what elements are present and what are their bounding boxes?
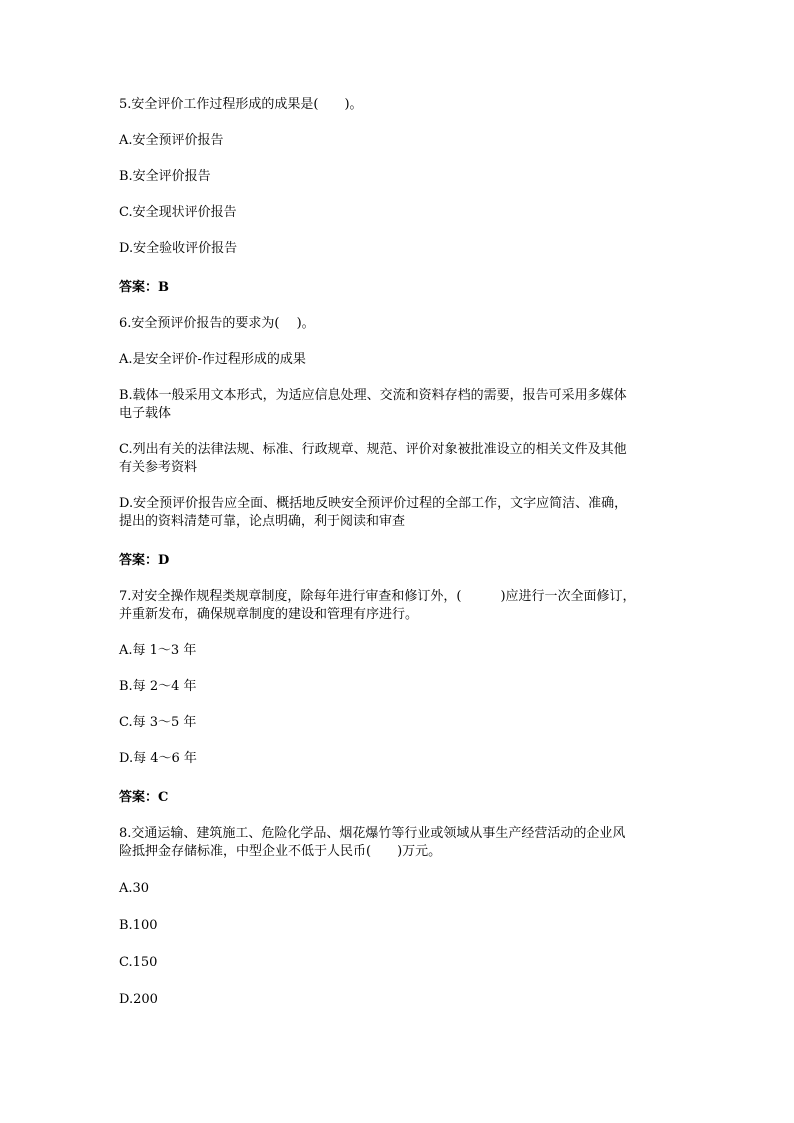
option-a: A.每 1～3 年 xyxy=(119,643,197,658)
question-6 xyxy=(119,315,689,570)
answer: 答案：D xyxy=(119,553,170,568)
option-b: B.每 2～4 年 xyxy=(119,679,197,694)
option-c: C.每 3～5 年 xyxy=(119,715,197,730)
option-b: B.载体一般采用文本形式，为适应信息处理、交流和资料存档的需要，报告可采用多媒体 电子载体 xyxy=(119,388,627,421)
option-a: A.30 xyxy=(119,881,150,896)
question-stem: 7.对安全操作规程类规章制度，除每年进行审查和修订外，( )应进行一次全面修订， 并重新发布，确保规章制度的建设和管理有序进行。 xyxy=(119,589,636,622)
question-5 xyxy=(119,96,689,297)
option-d: D.每 4～6 年 xyxy=(119,751,197,766)
document-page xyxy=(119,96,689,1027)
option-b: B.安全评价报告 xyxy=(119,169,211,184)
option-c: C.列出有关的法律法规、标准、行政规章、规范、评价对象被批准设立的相关文件及其他 有关参考资料 xyxy=(119,442,627,475)
option-d: D.安全验收评价报告 xyxy=(119,241,238,256)
answer: 答案：C xyxy=(119,790,169,805)
option-c: C.安全现状评价报告 xyxy=(119,205,237,220)
question-stem: 8.交通运输、建筑施工、危险化学品、烟花爆竹等行业或领域从事生产经营活动的企业风 险抵押金存储标准，中型企业不低于人民币( )万元。 xyxy=(119,826,626,859)
question-stem: 5.安全评价工作过程形成的成果是( )。 xyxy=(119,97,363,112)
answer: 答案：B xyxy=(119,280,169,295)
option-d: D.安全预评价报告应全面、概括地反映安全预评价过程的全部工作，文字应简洁、准确， 提出的资料清楚可靠，论点明确，利于阅读和审查 xyxy=(119,496,628,529)
option-b: B.100 xyxy=(119,918,158,933)
option-a: A.安全预评价报告 xyxy=(119,133,224,148)
option-c: C.150 xyxy=(119,955,158,970)
option-a: A.是安全评价-作过程形成的成果 xyxy=(119,352,306,367)
option-d: D.200 xyxy=(119,992,158,1007)
question-7 xyxy=(119,588,689,807)
question-8 xyxy=(119,825,689,1009)
question-stem: 6.安全预评价报告的要求为( )。 xyxy=(119,316,315,331)
